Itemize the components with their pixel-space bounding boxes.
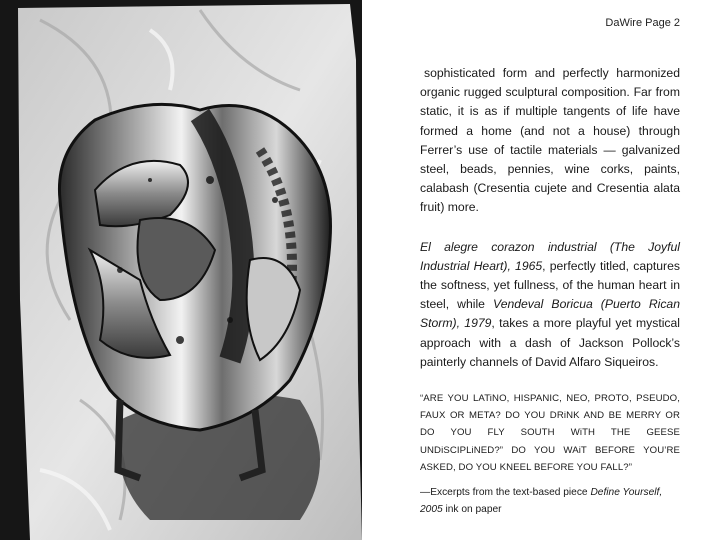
paragraph-1: sophisticated form and perfectly harmonized organic rugged sculptural composition. Far from static, it is as if multiple tangents of life have formed a home (and not a house) through Ferrer’s use of tactile materials — galvanized steel, beads, pennies, wine corks, paints, calabash (Cresentia cujete and Cresentia alata fruit) more. [420, 66, 680, 215]
quote: “ARE YOU LATiNO, HISPANIC, NEO, PROTO, PSEUDO, FAUX OR META? DO YOU DRiNK AND BE MERRY OR DO YOU FLY SOUTH WiTH THE GEESE UNDiSCIPLiNED?” DO YOU WAiT BEFORE YOU’RE ASKED, DO YOU KNEEL BEFORE YOU FALL?” [420, 393, 680, 473]
credit-prefix: —Excerpts from the text-based piece [420, 487, 591, 499]
page-label: DaWire Page 2 [605, 17, 680, 29]
artwork-title-1: El alegre corazon industrial (The Joyful Industrial Heart), 1965 [420, 239, 680, 273]
paragraph-2-text-2: , takes a more playful yet mystical approach with a dash of Jackson Pollock’s painterly channels of David Alfaro Siqueiros. [420, 316, 680, 369]
credit-suffix: ink on paper [442, 504, 502, 516]
paragraph-2-text-1: , perfectly titled, captures the softness, yet fullness, of the human heart in steel, while [420, 258, 680, 312]
credit-title: Define Yourself, 2005 [420, 487, 663, 516]
credit-line [420, 484, 680, 518]
artwork-title-2: Vendeval Boricua (Puerto Rican Storm), 1979 [420, 297, 680, 331]
article-text [420, 64, 680, 518]
paragraph-2 [420, 238, 680, 372]
